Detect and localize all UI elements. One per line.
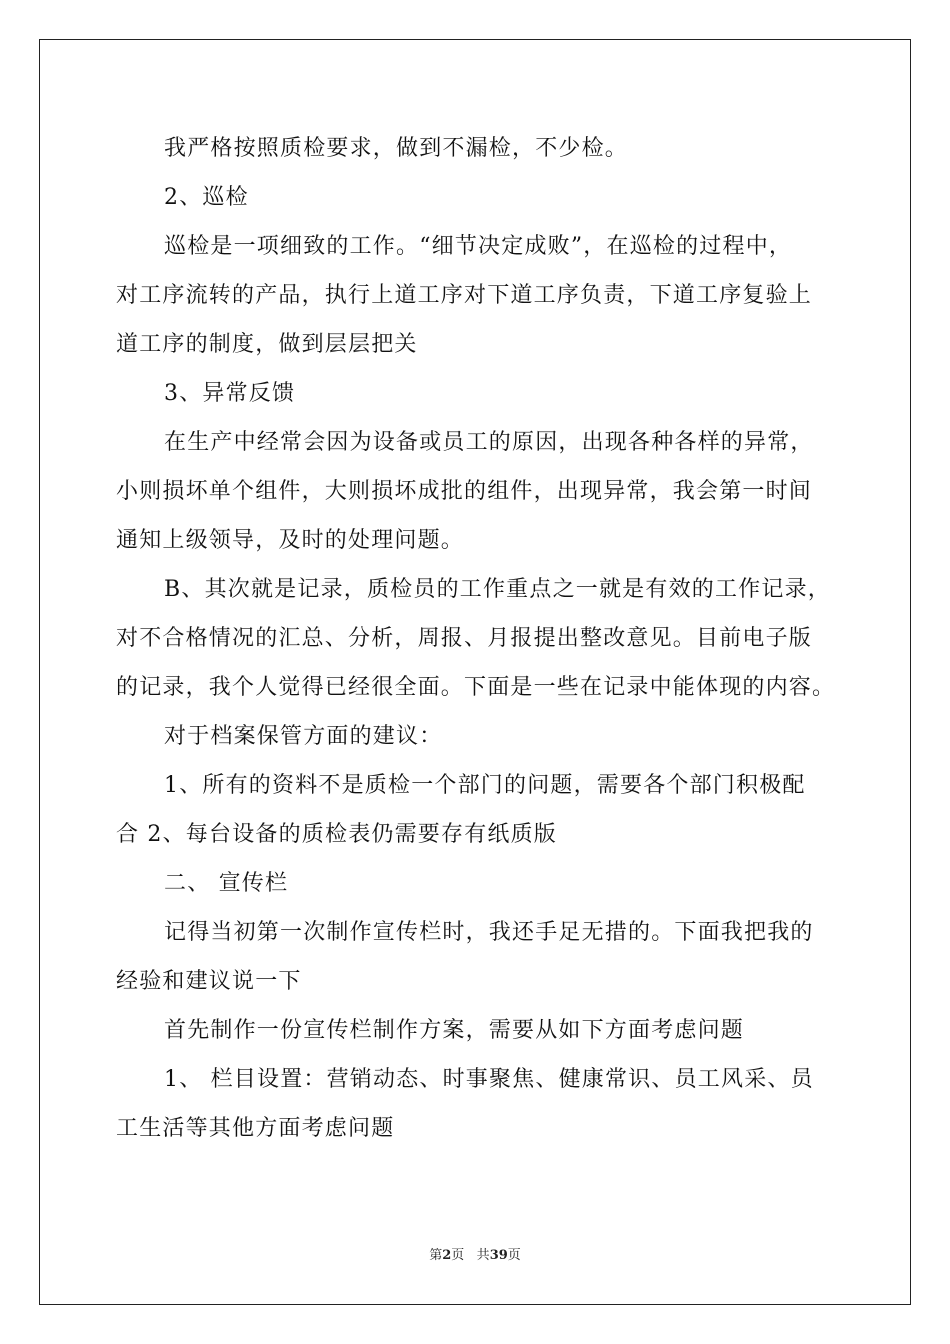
- section-heading: 二、 宣传栏: [164, 871, 289, 896]
- paragraph-line: 小则损坏单个组件，大则损坏成批的组件，出现异常，我会第一时间: [116, 479, 813, 504]
- list-item: 1、 栏目设置：营销动态、时事聚焦、健康常识、员工风采、员: [164, 1067, 814, 1092]
- paragraph-line: 道工序的制度，做到层层把关: [116, 332, 418, 357]
- document-body: [116, 124, 856, 1153]
- total-prefix: 共: [476, 1248, 490, 1263]
- paragraph-line: 首先制作一份宣传栏制作方案，需要从如下方面考虑问题: [164, 1018, 745, 1043]
- page-prefix: 第: [429, 1248, 443, 1263]
- paragraph-line: 在生产中经常会因为设备或员工的原因，出现各种各样的异常，: [164, 430, 814, 455]
- paragraph-line: 对工序流转的产品，执行上道工序对下道工序负责，下道工序复验上: [116, 283, 813, 308]
- total-pages: 39: [489, 1248, 508, 1263]
- paragraph-line: 经验和建议说一下: [116, 969, 302, 994]
- list-item: 工生活等其他方面考虑问题: [116, 1116, 395, 1141]
- paragraph-line: 我严格按照质检要求，做到不漏检，不少检。: [164, 136, 629, 161]
- paragraph-line: 巡检是一项细致的工作。“细节决定成败”，在巡检的过程中，: [164, 234, 793, 259]
- page-footer: [0, 1244, 950, 1263]
- list-item: 合 2、每台设备的质检表仍需要存有纸质版: [116, 822, 557, 847]
- paragraph-line: 的记录，我个人觉得已经很全面。下面是一些在记录中能体现的内容。: [116, 675, 836, 700]
- page-number: 2: [442, 1248, 452, 1263]
- section-heading: 3、异常反馈: [164, 381, 296, 406]
- paragraph-line: B、其次就是记录，质检员的工作重点之一就是有效的工作记录，: [164, 577, 831, 602]
- paragraph-line: 通知上级领导，及时的处理问题。: [116, 528, 465, 553]
- section-heading: 2、巡检: [164, 185, 249, 210]
- total-suffix: 页: [507, 1248, 521, 1263]
- paragraph-line: 记得当初第一次制作宣传栏时，我还手足无措的。下面我把我的: [164, 920, 814, 945]
- paragraph-line: 对于档案保管方面的建议：: [164, 724, 443, 749]
- list-item: 1、所有的资料不是质检一个部门的问题，需要各个部门积极配: [164, 773, 806, 798]
- page-suffix: 页: [451, 1248, 465, 1263]
- paragraph-line: 对不合格情况的汇总、分析，周报、月报提出整改意见。目前电子版: [116, 626, 813, 651]
